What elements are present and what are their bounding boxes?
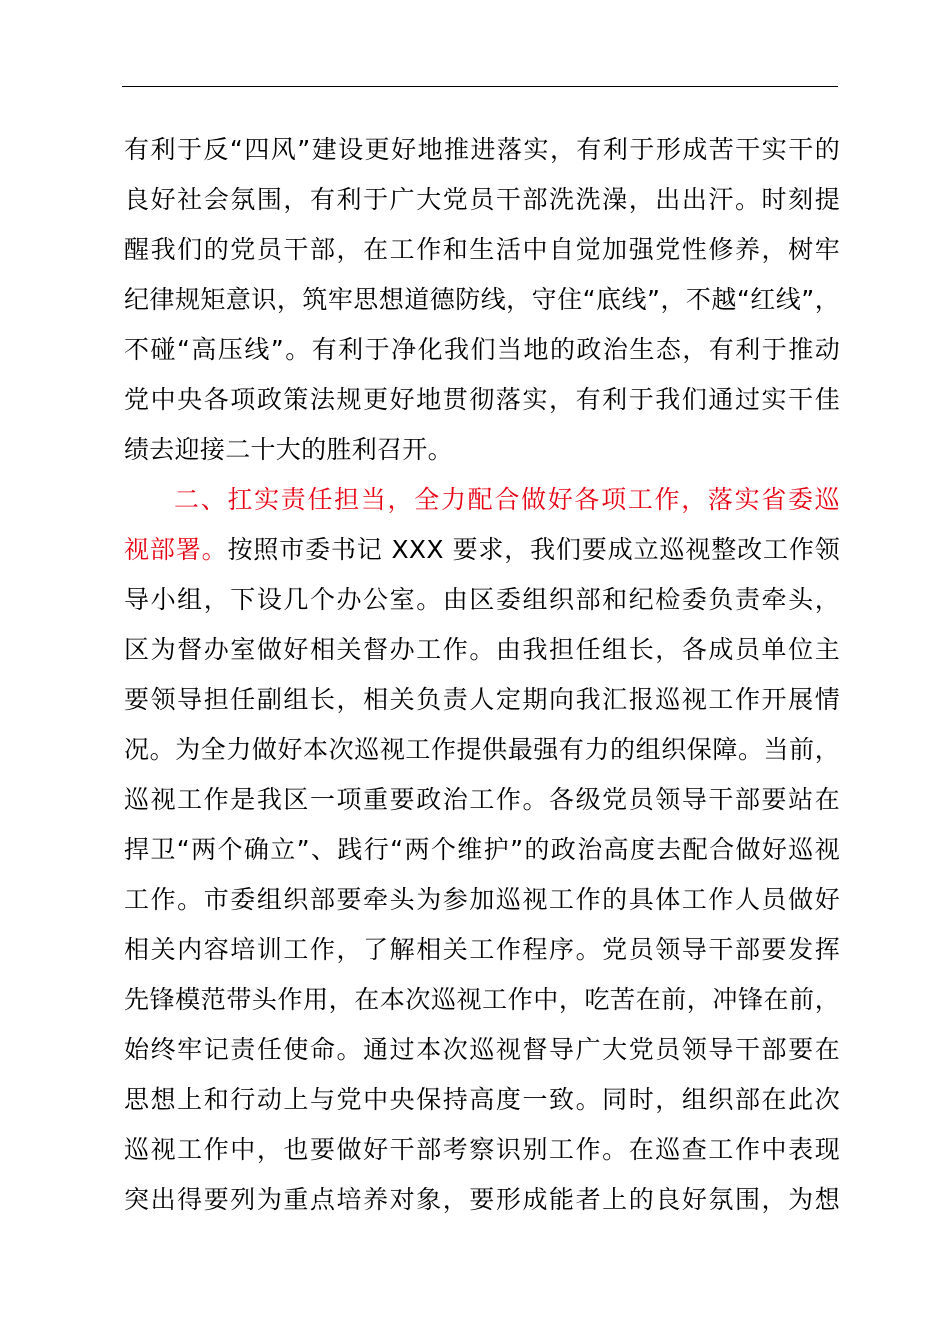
text-line: 巡视工作中，也要做好干部考察识别工作。在巡查工作中表现 (124, 1135, 840, 1164)
document-body (124, 125, 840, 1225)
text-line: 醒我们的党员干部，在工作和生活中自觉加强党性修养，树牢 (124, 235, 840, 264)
text-line: 区为督办室做好相关督办工作。由我担任组长，各成员单位主 (124, 635, 840, 664)
text-line: 思想上和行动上与党中央保持高度一致。同时，组织部在此次 (124, 1085, 840, 1114)
paragraph-1 (124, 125, 840, 475)
text-line: 党中央各项政策法规更好地贯彻落实，有利于我们通过实干佳 (124, 385, 840, 414)
header-rule (122, 86, 838, 87)
text-line: 巡视工作是我区一项重要政治工作。各级党员领导干部要站在 (124, 785, 840, 814)
text-line: 工作。市委组织部要牵头为参加巡视工作的具体工作人员做好 (124, 885, 840, 914)
text-line: 良好社会氛围，有利于广大党员干部洗洗澡，出出汗。时刻提 (124, 185, 840, 214)
text-line: 纪律规矩意识，筑牢思想道德防线，守住“底线”，不越“红线”， (124, 285, 840, 314)
text-line: 绩去迎接二十大的胜利召开。 (124, 435, 453, 464)
section-heading: 二、扛实责任担当，全力配合做好各项工作，落实省委巡 (174, 485, 840, 514)
section-heading-end: 视部署。 (124, 535, 228, 564)
paragraph-2 (124, 475, 840, 1225)
text-line: 况。为全力做好本次巡视工作提供最强有力的组织保障。当前， (124, 735, 840, 764)
text-line (124, 525, 840, 575)
text-line: 始终牢记责任使命。通过本次巡视督导广大党员领导干部要在 (124, 1035, 840, 1064)
text-line: 不碰“高压线”。有利于净化我们当地的政治生态，有利于推动 (124, 335, 840, 364)
section-text: 按照市委书记 XXX 要求，我们要成立巡视整改工作领 (227, 535, 840, 564)
text-line: 先锋模范带头作用，在本次巡视工作中，吃苦在前，冲锋在前， (124, 985, 840, 1014)
text-line: 捍卫“两个确立”、践行“两个维护”的政治高度去配合做好巡视 (124, 835, 840, 864)
text-line: 相关内容培训工作，了解相关工作程序。党员领导干部要发挥 (124, 935, 840, 964)
text-line: 有利于反“四风”建设更好地推进落实，有利于形成苦干实干的 (124, 135, 840, 164)
text-line: 突出得要列为重点培养对象，要形成能者上的良好氛围，为想 (124, 1185, 840, 1214)
text-line: 导小组，下设几个办公室。由区委组织部和纪检委负责牵头， (124, 585, 840, 614)
text-line: 要领导担任副组长，相关负责人定期向我汇报巡视工作开展情 (124, 685, 840, 714)
